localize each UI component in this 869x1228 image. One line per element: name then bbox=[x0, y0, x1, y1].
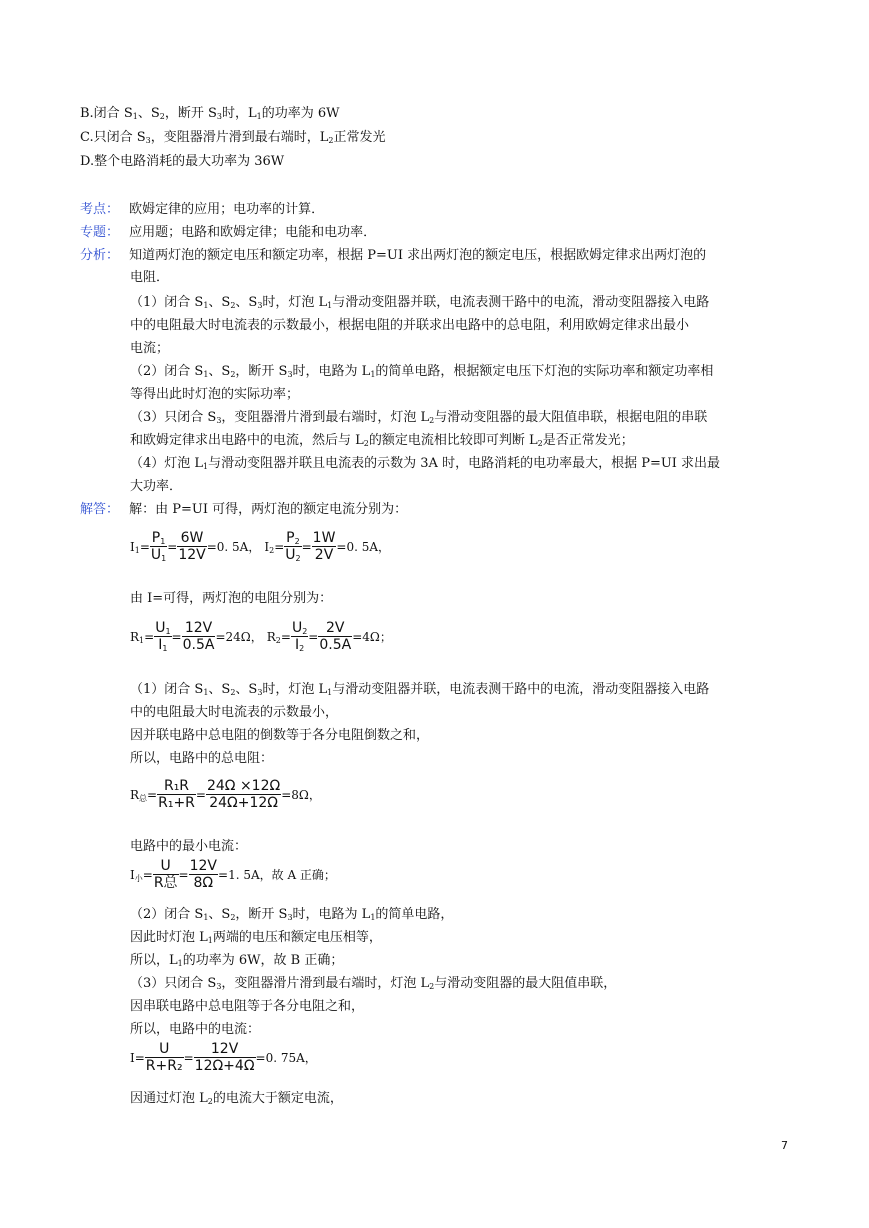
fenxi-row bbox=[80, 247, 706, 265]
option-b: B.闭合 $S_1$、$S_2$，断开 $S_3$时，$L_1$的功率为 6W bbox=[80, 106, 340, 121]
solution-case2: （2）闭合 $S_1$、$S_2$，断开 $S_3$时，电路为 $L_1$的简单电路， bbox=[130, 907, 454, 922]
kaodian-row bbox=[80, 201, 324, 219]
equation-resistance: $R_1=$ $\frac{U_1}{I_1}$ = $\frac{12V}{0.5A}$ =24Ω， $R_2=$ $\frac{U_2}{I_2}$ = $\frac{2V}{0.5A}$ =4Ω； bbox=[130, 620, 392, 653]
jieda-line: 由 I=可得，两灯泡的电阻分别为： bbox=[130, 591, 333, 606]
jieda-line: 电路中的最小电流： bbox=[130, 839, 248, 854]
solution-case3: （3）只闭合 $S_3$，变阻器滑片滑到最右端时，灯泡 $L_2$与滑动变阻器的最大阻值串联， bbox=[130, 976, 617, 991]
equation-min-current: $I_小=$ $\frac{U}{\text{R总}}$ = $\frac{12V}{8\Omega}$ =1. 5A，故 A 正确； bbox=[130, 858, 336, 891]
zhuanti-row bbox=[80, 224, 376, 242]
fenxi-line: 和欧姆定律求出电路中的电流，然后与 $L_2$的额定电流相比较即可判断 $L_2$是否正常发光； bbox=[130, 433, 634, 448]
jieda-line: 所以，电路中的电流： bbox=[130, 1022, 261, 1037]
equation-series-current: I= $\frac{U}{\text{R+R₂}}$ = $\frac{12V}{12\Omega+4\Omega}$ =0. 75A， bbox=[130, 1041, 317, 1074]
jieda-line: 因并联电路中总电阻的倒数等于各分电阻倒数之和， bbox=[130, 728, 430, 743]
fenxi-line: 知道两灯泡的额定电压和额定功率，根据 P=UI 求出两灯泡的额定电压，根据欧姆定律求出两灯泡的 bbox=[129, 248, 707, 263]
solution-case1: （1）闭合 $S_1$、$S_2$、$S_3$时，灯泡 $L_1$与滑动变阻器并联，电流表测干路中的电流，滑动变阻器接入电路 bbox=[130, 682, 710, 697]
option-d: D.整个电路消耗的最大功率为 36W bbox=[80, 154, 285, 169]
jieda-intro: 解：由 P=UI 可得，两灯泡的额定电流分别为： bbox=[129, 502, 408, 517]
jieda-line: 因串联电路中总电阻等于各分电阻之和， bbox=[130, 999, 365, 1014]
kaodian-label: 考点： bbox=[80, 202, 120, 217]
jieda-line: 中的电阻最大时电流表的示数最小， bbox=[130, 705, 339, 720]
fenxi-case4: （4）灯泡 $L_1$与滑动变阻器并联且电流表的示数为 3A 时，电路消耗的电功率最大，根据 P=UI 求出最 bbox=[130, 456, 721, 471]
fenxi-line: 等得出此时灯泡的实际功率； bbox=[130, 387, 300, 402]
fenxi-case1: （1）闭合 $S_1$、$S_2$、$S_3$时，灯泡 $L_1$与滑动变阻器并联，电流表测干路中的电流，滑动变阻器接入电路 bbox=[130, 295, 710, 310]
fenxi-label: 分析： bbox=[80, 248, 120, 263]
option-c: C.只闭合 $S_3$，变阻器滑片滑到最右端时，$L_2$正常发光 bbox=[80, 130, 386, 145]
jieda-line: 所以，电路中的总电阻： bbox=[130, 751, 274, 766]
jieda-line: 因通过灯泡 $L_2$的电流大于额定电流， bbox=[130, 1091, 343, 1106]
equation-rated-current: $I_1=$ $\frac{P_1}{U_1}$ = $\frac{6W}{12V}$ =0. 5A， $I_2=$ $\frac{P_2}{U_2}$ = $\frac{1W}{2V}$ =0. 5A， bbox=[130, 530, 391, 563]
fenxi-case3: （3）只闭合 $S_3$，变阻器滑片滑到最右端时，灯泡 $L_2$与滑动变阻器的最大阻值串联，根据电阻的串联 bbox=[130, 410, 708, 425]
jieda-row bbox=[80, 501, 407, 519]
fenxi-line: 大功率． bbox=[130, 479, 183, 494]
fenxi-line: 中的电阻最大时电流表的示数最小，根据电阻的并联求出电路中的总电阻，利用欧姆定律求出最小 bbox=[130, 318, 690, 333]
kaodian-text: 欧姆定律的应用；电功率的计算． bbox=[129, 202, 325, 217]
equation-total-resistance: $R_总=$ $\frac{\text{R₁R}}{\text{R₁+R}}$ = $\frac{24\Omega \times 12\Omega}{24\Omega+12\Omega}$ =8Ω， bbox=[130, 778, 321, 811]
fenxi-line: 电阻． bbox=[130, 270, 170, 285]
fenxi-case2: （2）闭合 $S_1$、$S_2$，断开 $S_3$时，电路为 $L_1$的简单电路，根据额定电压下灯泡的实际功率和额定功率相 bbox=[130, 364, 714, 379]
zhuanti-text: 应用题；电路和欧姆定律；电能和电功率． bbox=[129, 225, 377, 240]
zhuanti-label: 专题： bbox=[80, 225, 120, 240]
jieda-label: 解答： bbox=[80, 502, 120, 517]
jieda-line: 因此时灯泡 $L_1$两端的电压和额定电压相等， bbox=[130, 930, 382, 945]
jieda-line: 所以，$L_1$的功率为 6W，故 B 正确； bbox=[130, 953, 344, 968]
fenxi-line: 电流； bbox=[130, 341, 170, 356]
page-number: 7 bbox=[781, 1139, 788, 1152]
